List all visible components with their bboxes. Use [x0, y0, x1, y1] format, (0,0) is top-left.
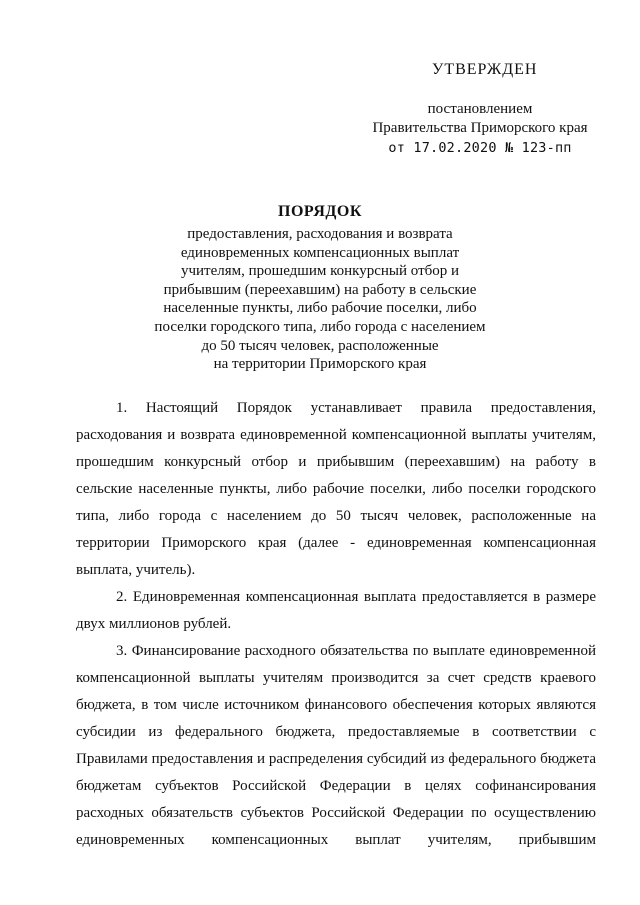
subtitle-line: предоставления, расходования и возврата [187, 226, 453, 242]
text-line: сельские населенные пункты, либо рабочие поселки, либо поселки городского [76, 481, 596, 497]
document-body [76, 395, 596, 854]
text-line: типа, либо города с населением до 50 тысяч человек, расположенные на [76, 508, 596, 524]
text-line: расходных обязательств субъектов Российской Федерации по осуществлению [76, 805, 596, 821]
paragraph-2 [76, 584, 596, 638]
text-line: 2. Единовременная компенсационная выплата предоставляется в размере [116, 589, 596, 605]
subtitle-line: единовременных компенсационных выплат [180, 244, 460, 261]
subtitle-line: поселки городского типа, либо города с населением [154, 318, 486, 335]
text-line: двух миллионов рублей. [76, 616, 232, 632]
subtitle-line: прибывшим (переехавшим) на работу в сельские [163, 281, 477, 298]
subtitle-line: учителям, прошедшим конкурсный отбор и [180, 263, 460, 280]
text-line: расходования и возврата единовременной компенсационной выплаты учителям, [76, 427, 596, 443]
text-line: прошедшим конкурсный отбор и прибывшим (переехавшим) на работу в [76, 454, 596, 470]
subtitle-line: до 50 тысяч человек, расположенные [201, 337, 439, 354]
text-line: единовременных компенсационных выплат учителям, прибывшим [76, 832, 596, 848]
text-line: территории Приморского края (далее - единовременная компенсационная [76, 535, 596, 551]
document-title: ПОРЯДОК [278, 203, 362, 220]
text-line: бюджетам субъектов Российской Федерации в целях софинансирования [76, 778, 596, 794]
approval-line-government: Правительства Приморского края [372, 120, 588, 136]
document-title-block [120, 202, 520, 374]
paragraph-3 [76, 638, 596, 854]
approval-line-resolution: постановлением [427, 101, 533, 117]
text-line: бюджета, в том числе источником финансового обеспечения которых являются [76, 697, 596, 713]
paragraph-1 [76, 395, 596, 584]
text-line: выплата, учитель). [76, 562, 196, 578]
subtitle-line: на территории Приморского края [213, 356, 427, 373]
text-line: 1. Настоящий Порядок устанавливает правила предоставления, [116, 400, 596, 416]
text-line: субсидии из федерального бюджета, предоставляемые в соответствии с [76, 724, 596, 740]
approved-heading: УТВЕРЖДЕН [432, 61, 538, 78]
text-line: Правилами предоставления и распределения субсидий из федерального бюджета [76, 751, 596, 767]
text-line: 3. Финансирование расходного обязательства по выплате единовременной [116, 643, 596, 659]
subtitle-line: населенные пункты, либо рабочие поселки, либо [163, 300, 477, 317]
approval-date-number: от 17.02.2020 № 123-пп [388, 140, 572, 156]
text-line: компенсационной выплаты учителям производится за счет средств краевого [76, 670, 596, 686]
approval-stamp [360, 60, 600, 158]
